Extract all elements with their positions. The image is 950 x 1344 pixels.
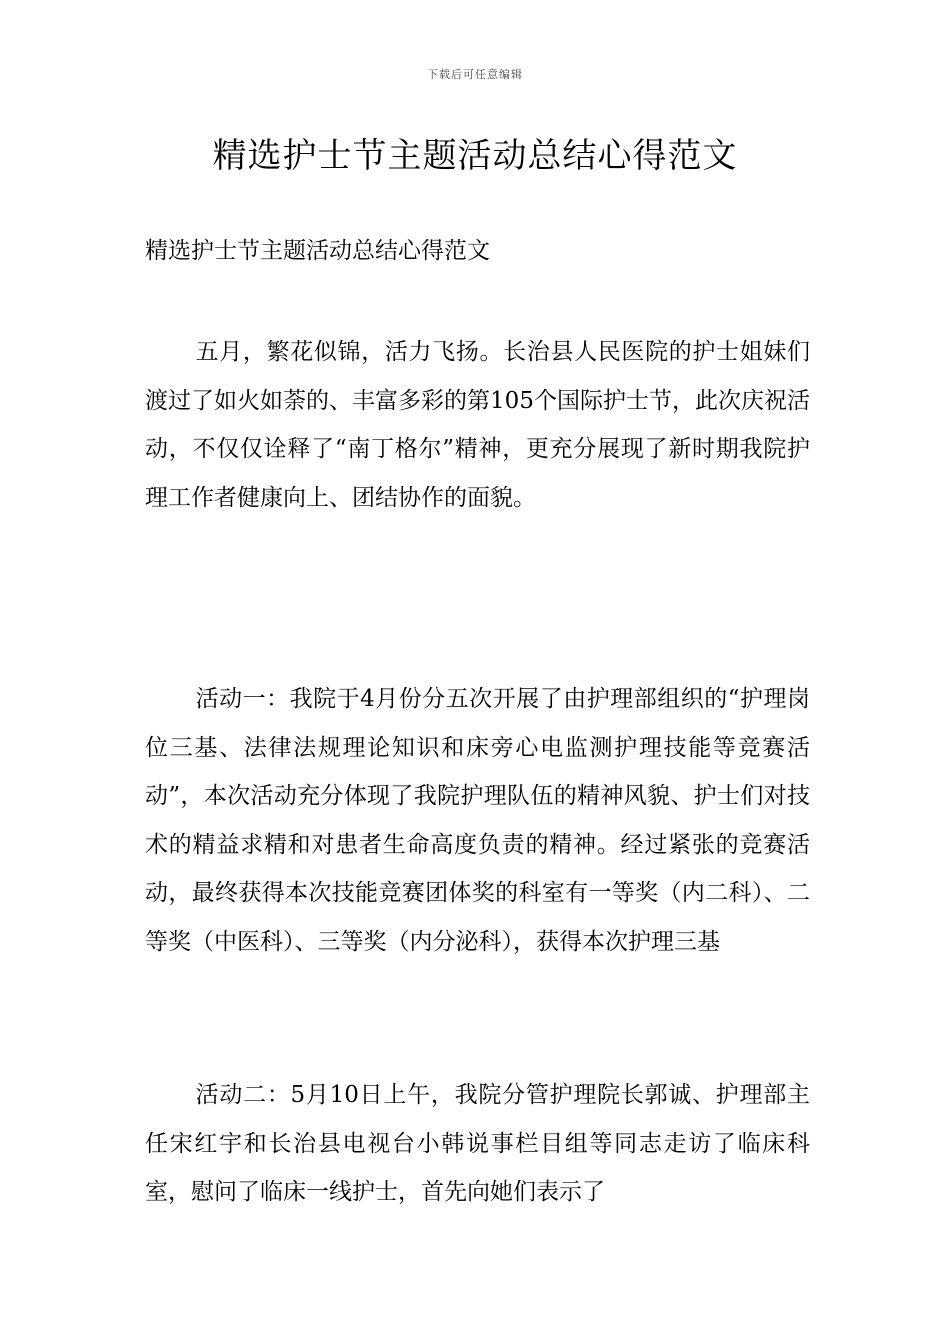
- header-note: 下载后可任意编辑: [427, 68, 523, 81]
- paragraph-activity-one: 活动一：我院于4月份分五次开展了由护理部组织的“护理岗位三基、法律法规理论知识和床旁心电监测护理技能等竞赛活动”，本次活动充分体现了我院护理队伍的精神风貌、护士们对技术的精益求精和对患者生命高度负责的精神。经过紧张的竞赛活动，最终获得本次技能竞赛团体奖的科室有一等奖（内二科）、二等奖（中医科）、三等奖（内分泌科），获得本次护理三基: [145, 686, 810, 955]
- paragraph-activity-two: 活动二：5月10日上午，我院分管护理院长郭诚、护理部主任宋红宇和长治县电视台小韩说事栏目组等同志走访了临床科室，慰问了临床一线护士，首先向她们表示了: [145, 1082, 810, 1206]
- document-subtitle: 精选护士节主题活动总结心得范文: [145, 238, 490, 264]
- paragraph-intro: 五月，繁花似锦，活力飞扬。长治县人民医院的护士姐妹们渡过了如火如荼的、丰富多彩的第105个国际护士节，此次庆祝活动，不仅仅诠释了“南丁格尔”精神，更充分展现了新时期我院护理工作者健康向上、团结协作的面貌。: [145, 339, 810, 511]
- document-title: 精选护士节主题活动总结心得范文: [212, 136, 738, 176]
